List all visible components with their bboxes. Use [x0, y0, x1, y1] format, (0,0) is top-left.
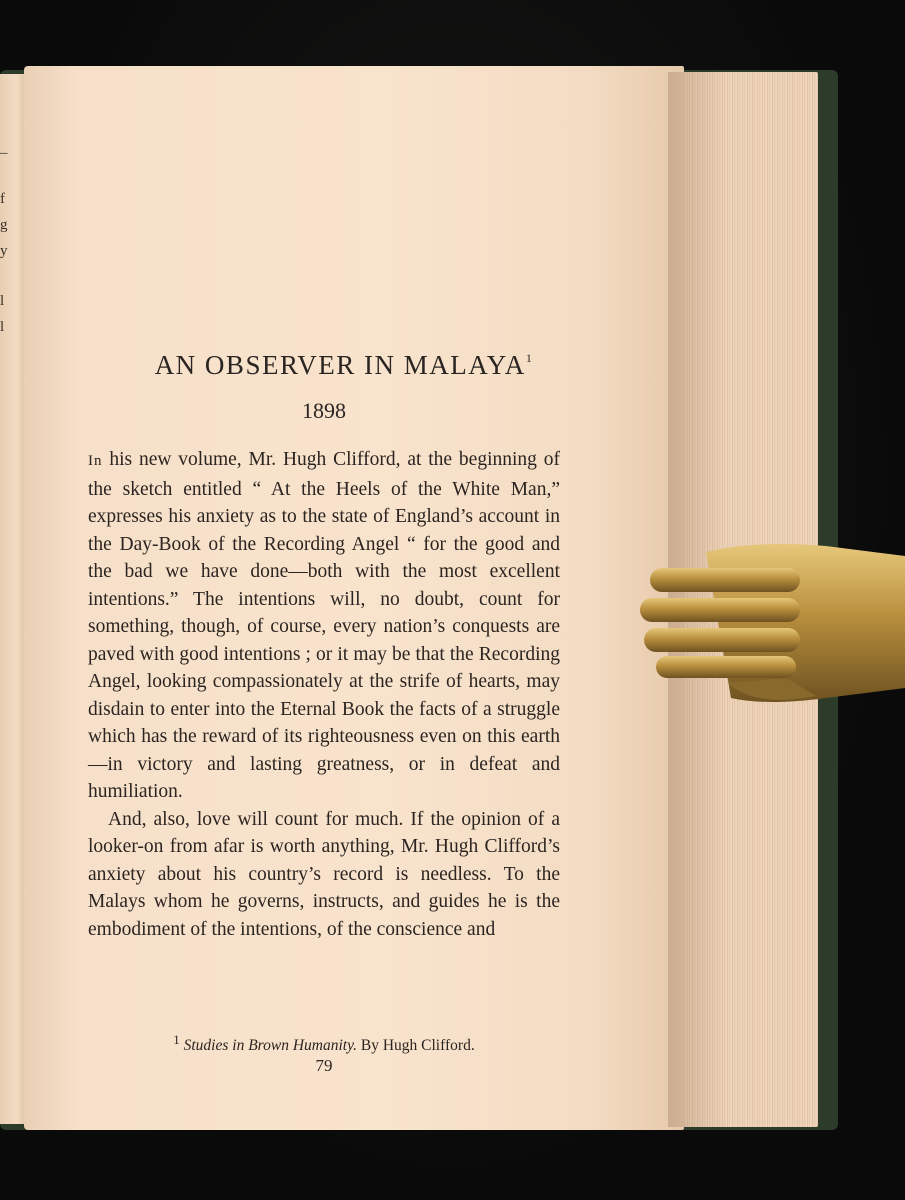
drop-word: In: [88, 453, 103, 469]
fragment: l: [0, 293, 5, 309]
chapter-title: [84, 350, 604, 381]
paragraph-1: [88, 446, 560, 806]
footnote: [94, 1032, 554, 1055]
fragment: y: [0, 243, 8, 259]
footnote-work-title: Studies in Brown Humanity.: [183, 1037, 357, 1055]
chapter-title-text: AN OBSERVER IN MALAYA: [154, 350, 526, 380]
finger-2: [640, 598, 800, 622]
fragment: l: [0, 319, 5, 335]
body-text: [88, 446, 560, 943]
facing-page-text-fragments: [0, 140, 14, 340]
finger-4: [656, 656, 796, 678]
chapter-year: 1898: [302, 398, 346, 423]
paragraph-1-text: his new volume, Mr. Hugh Clifford, at the beginning of the sketch entitled “ At the Heels of the White Man,” expresses his anxiety as to the state of England’s account in the Day-Book of the Recording Angel “ for the good and the bad we have done—both with the most excellent intentions.” The intentions will, no doubt, count for something, though, of course, every nation’s conquests are paved with good intentions ; or it may be that the Recording Angel, looking compassionately at the strife of hearts, may disdain to enter into the Eternal Book the facts of a struggle which has the reward of its righteousness even on this earth—in victory and lasting greatness, or in defeat and humiliation.: [88, 449, 560, 802]
page-number: 79: [315, 1056, 333, 1075]
title-footnote-marker: 1: [525, 351, 534, 365]
book-page: [24, 66, 684, 1130]
finger-3: [644, 628, 800, 652]
fragment: g: [0, 217, 8, 233]
paragraph-2: And, also, love will count for much. If the opinion of a looker-on from afar is worth anything, Mr. Hugh Clifford’s anxiety about his country’s record is needless. To the Malays whom he governs, instructs, and guides he is the embodiment of the intentions, of the conscience and: [88, 808, 560, 940]
finger-1: [650, 568, 800, 592]
brass-hand-page-holder: [636, 538, 905, 710]
footnote-author: By Hugh Clifford.: [360, 1037, 475, 1055]
fragment: –: [0, 145, 8, 161]
fragment: f: [0, 191, 5, 207]
footnote-marker: 1: [173, 1032, 180, 1047]
